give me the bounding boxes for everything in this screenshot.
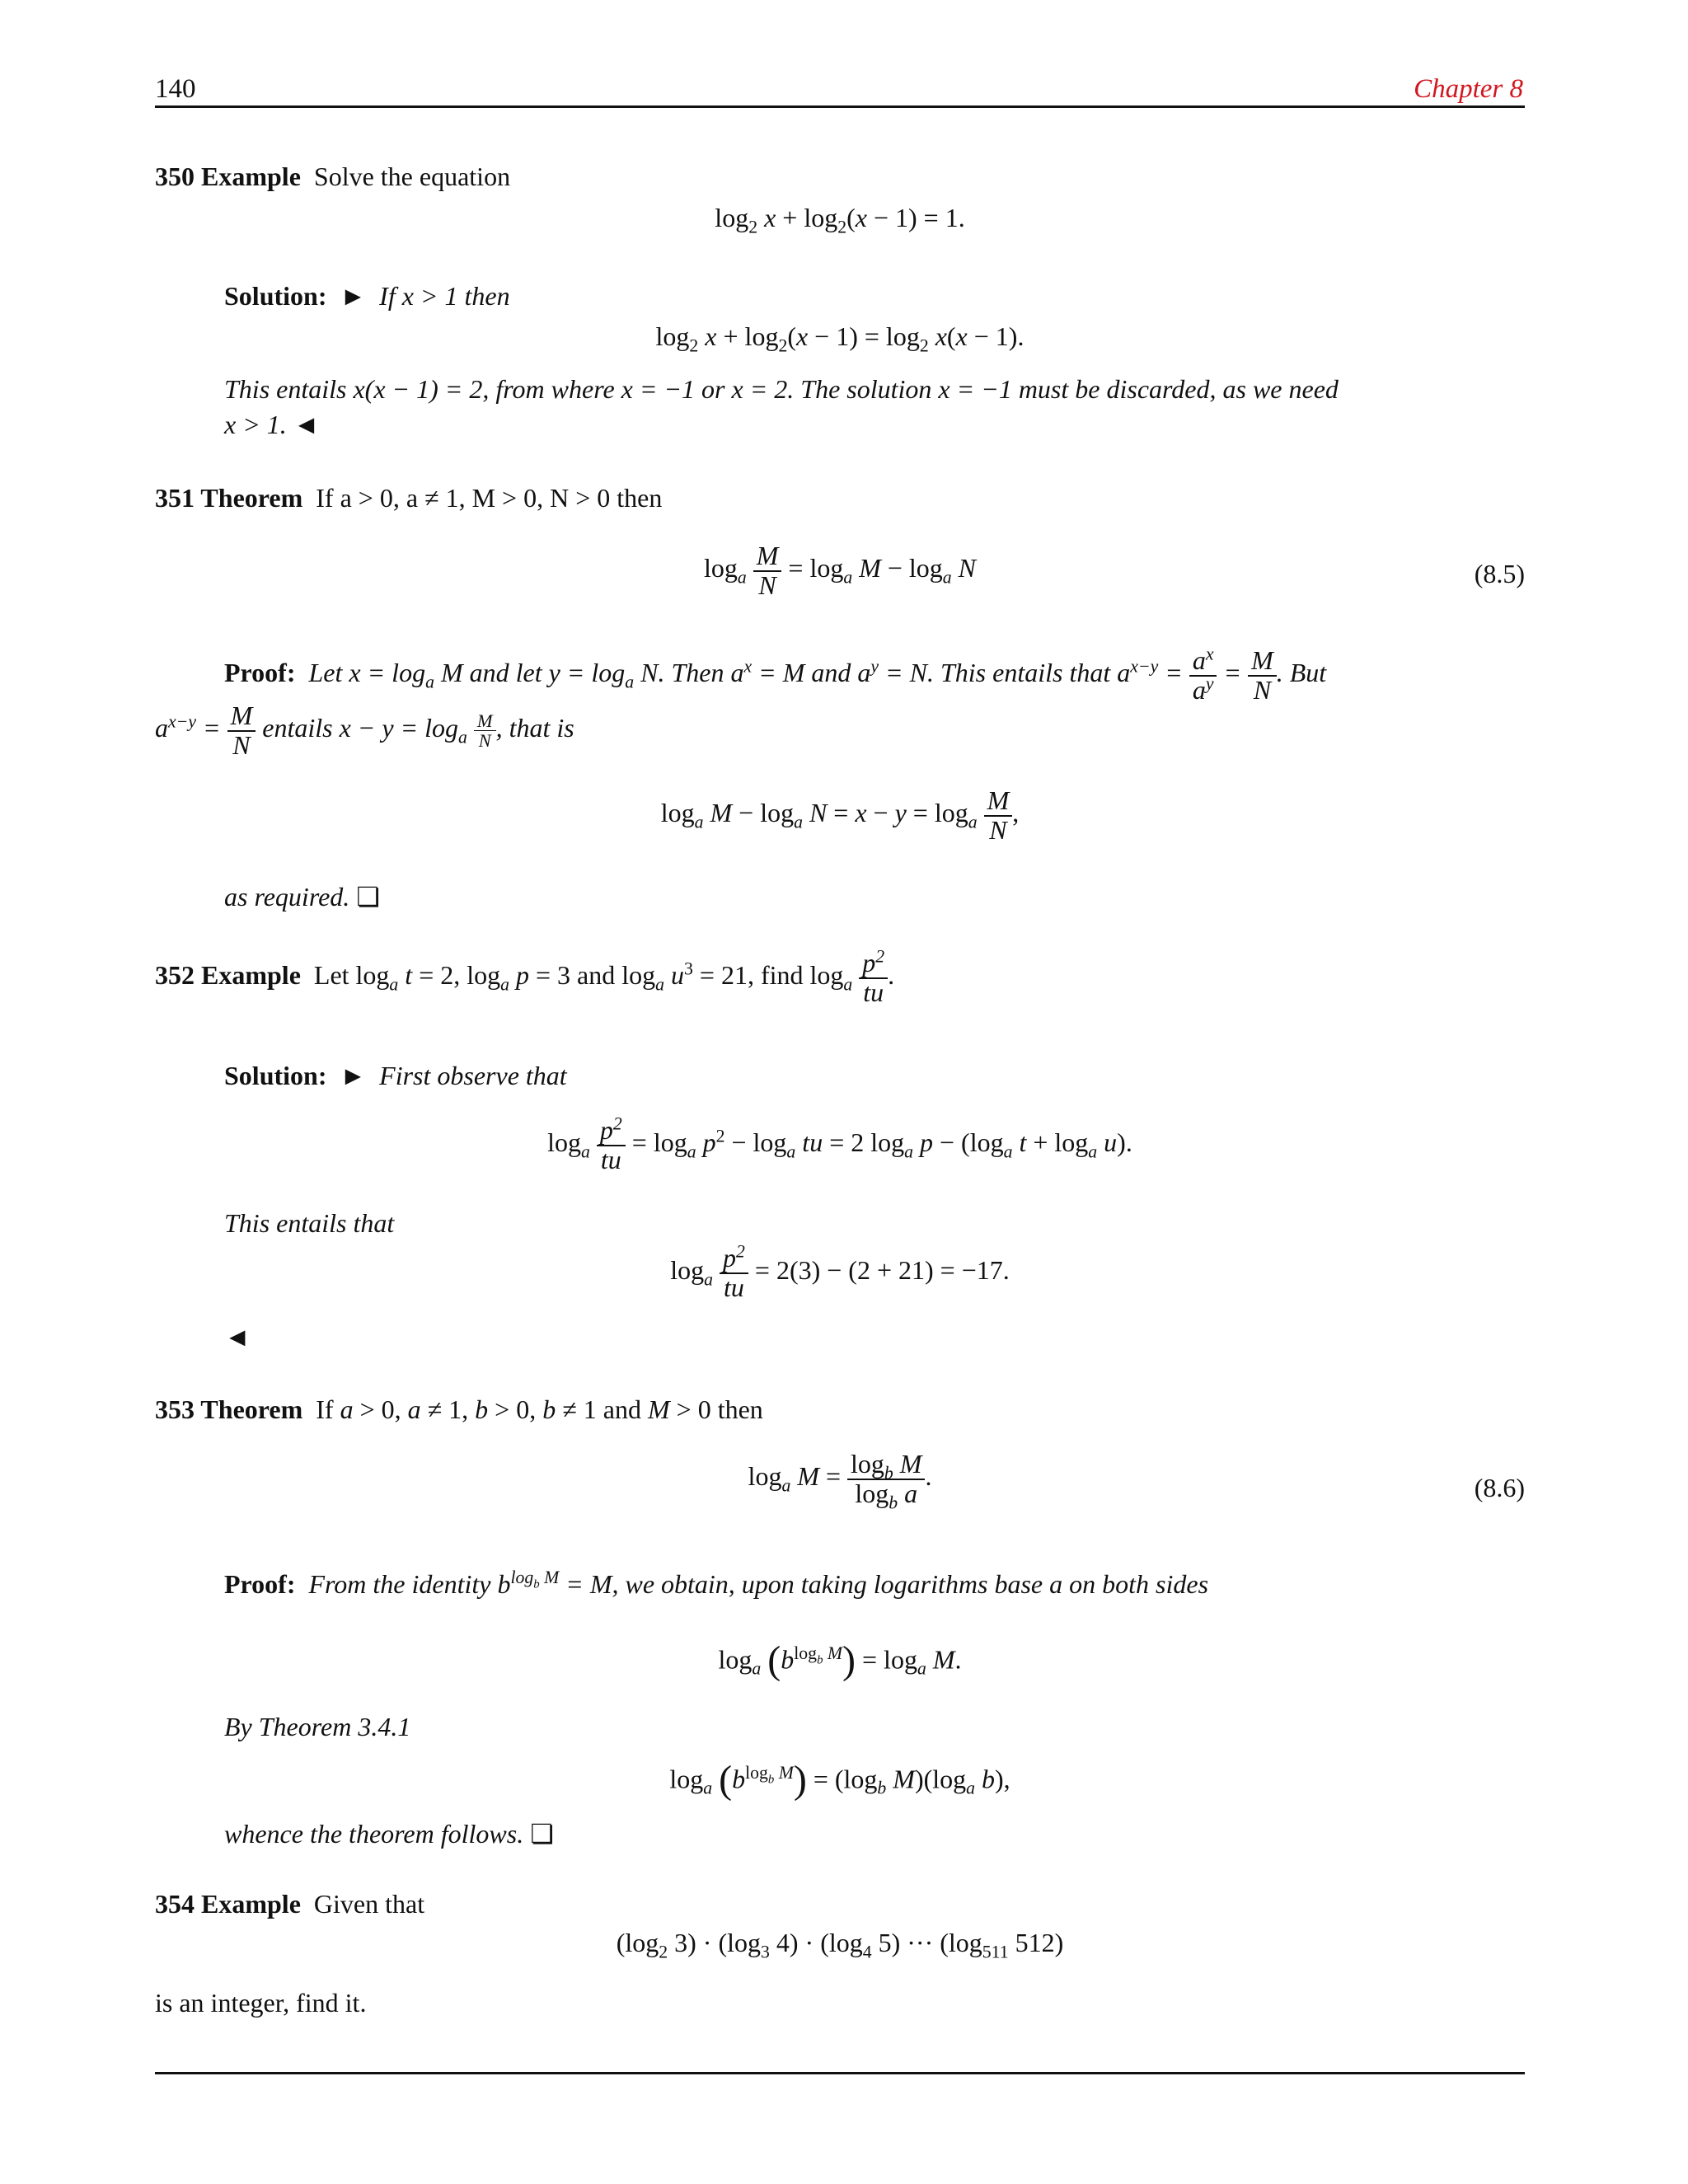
equation-352-2: $\log_a$ $\frac{p^2}{tu}$ = 2(3) − (2 + 21) = −17. [670, 1241, 1010, 1302]
equation-number-8-5: (8.5) [1474, 559, 1525, 588]
proof-351-line-1: Proof: Let $x = \log_a M$ and let $y = \log_a N$. Then $a^x = M$ and $a^y = N$. This entails that $a^{x-y}$ = $\frac{a^x}{a^y}$ = $\frac{M}{N}$ . But [224, 644, 1327, 705]
qed-box-icon: ❏ [356, 882, 380, 912]
equation-8-5: $\log_a$ $\frac{M}{N}$ = $\log_a M - \log_a N$ [703, 541, 977, 600]
example-text: Solve the equation [313, 162, 511, 191]
example-354-closing: is an integer, find it. [155, 1988, 367, 2018]
chapter-title: Chapter 8 [1414, 74, 1523, 104]
solution-350-conclusion-2: x > 1. ◄ [224, 410, 320, 439]
qed-box-icon: ❏ [530, 1819, 554, 1849]
proof-351-equation: $\log_a M - \log_a N = x - y = \log_a$ $\frac{M}{N}$ , [660, 785, 1020, 845]
example-350-heading [155, 160, 510, 193]
triangle-right-icon: ► [340, 1061, 367, 1090]
equation-number-8-6: (8.6) [1474, 1473, 1525, 1502]
triangle-left-icon: ◄ [293, 410, 320, 439]
proof-351-end: as required. ❏ [224, 882, 380, 912]
triangle-left-icon: ◄ [224, 1322, 251, 1352]
proof-353-equation-2: $\log_a (b^{log_b M}) = (\log_b$ $M)(\log_a$ b), [669, 1758, 1010, 1802]
solution-350-intro: Solution: ► If x > 1 then [224, 281, 510, 311]
footer-rule [155, 2072, 1525, 2074]
equation-352-1: $\log_a$ $\frac{p^2}{tu}$ = $\log_a p^2 - \log_a$ tu = 2 $\log_a p - (\log_a$ $t + \log_a u$). [547, 1113, 1132, 1174]
page-number: 140 [155, 74, 196, 104]
equation-354: ($\log_2$ $3) \cdot (\log_3$ $4) \cdot (\log_4$ 5) ··· ($\log_{511}$ 512) [616, 1928, 1064, 1962]
example-352-heading: 352 Example Let $\log_a t = 2$, $\log_a p = 3$ and $\log_a u^3 = 21$, find $\log_a$ $\frac{p^2}{tu}$ . [155, 946, 895, 1007]
solution-352-intro: Solution: ► First observe that [224, 1061, 567, 1090]
equation-8-6: $\log_a M$ = $\frac{\log_b M}{\log_b a}$ . [748, 1449, 932, 1512]
solution-352-entails: This entails that [224, 1208, 395, 1238]
header-rule [155, 105, 1525, 108]
example-label: 350 Example [155, 162, 301, 191]
example-354-heading: 354 Example Given that [155, 1889, 425, 1919]
theorem-351-heading: 351 Theorem If a > 0, a ≠ 1, M > 0, N > 0 then [155, 483, 663, 513]
proof-353-end: whence the theorem follows. ❏ [224, 1819, 554, 1849]
theorem-353-heading: 353 Theorem If a > 0, a ≠ 1, b > 0, b ≠ 1 and M > 0 then [155, 1394, 763, 1424]
proof-353-by-theorem: By Theorem 3.4.1 [224, 1712, 411, 1741]
equation-350-solution: $\log_2 x + \log_2(x - 1) = \log_2 x(x - 1)$. [655, 321, 1025, 356]
proof-353-line-1: Proof: From the identity $b^{log_b M} = M$, we obtain, upon taking logarithms base a on both sides [224, 1568, 1209, 1599]
equation-350: $\log_2 x + \log_2(x - 1) = 1$. [715, 203, 965, 237]
solution-350-conclusion: This entails x(x − 1) = 2, from where x = −1 or x = 2. The solution x = −1 must be discarded, as we need [224, 374, 1339, 404]
triangle-right-icon: ► [340, 281, 367, 311]
proof-353-equation-1: $\log_a (b^{log_b M}) = \log_a M$. [718, 1638, 962, 1682]
proof-351-line-2: $a^{x-y}$ = $\frac{M}{N}$ entails $x - y = \log_a$ $\frac{M}{N}$ , that is [155, 701, 574, 760]
